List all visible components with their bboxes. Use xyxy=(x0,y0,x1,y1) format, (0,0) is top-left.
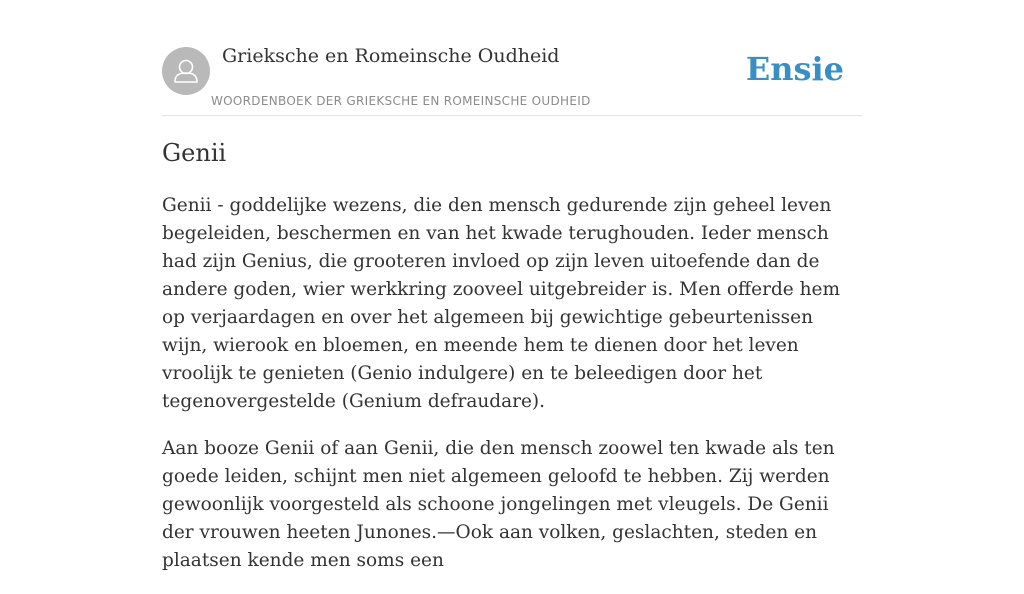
content-container xyxy=(162,0,862,571)
entry-paragraph-1: Genii - goddelijke wezens, die den mensch gedurende zijn geheel leven begeleiden, beschermen en van het kwade terughouden. Ieder mensch had zijn Genius, die grooteren invloed op zijn leven uitoefende dan de andere goden, wier werkkring zooveel uitgebreider is. Men offerde hem op verjaardagen en over het algemeen bij gewichtige gebeurtenissen wijn, wierook en bloemen, en meende hem te dienen door het leven vroolijk te genieten (Genio indulgere) en te beleedigen door het tegenovergestelde (Genium defraudare). xyxy=(162,195,841,412)
ensie-logo[interactable]: Ensie xyxy=(745,50,844,88)
entry-body xyxy=(162,192,862,594)
source-header xyxy=(162,0,862,116)
source-title[interactable]: Grieksche en Romeinsche Oudheid xyxy=(222,45,560,67)
entry-paragraph-2: Aan booze Genii of aan Genii, die den mensch zoowel ten kwade als ten goede leiden, schijnt men niet algemeen geloofd te hebben. Zij werden gewoonlijk voorgesteld als schoone jongelingen met vleugels. De Genii der vrouwen heeten Junones.—Ook aan volken, geslachten, steden en plaatsen kende men soms een xyxy=(162,438,835,571)
user-avatar-icon[interactable] xyxy=(162,47,210,95)
entry-title: Genii xyxy=(162,139,227,167)
source-subtitle[interactable]: WOORDENBOEK DER GRIEKSCHE EN ROMEINSCHE OUDHEID xyxy=(211,94,591,108)
